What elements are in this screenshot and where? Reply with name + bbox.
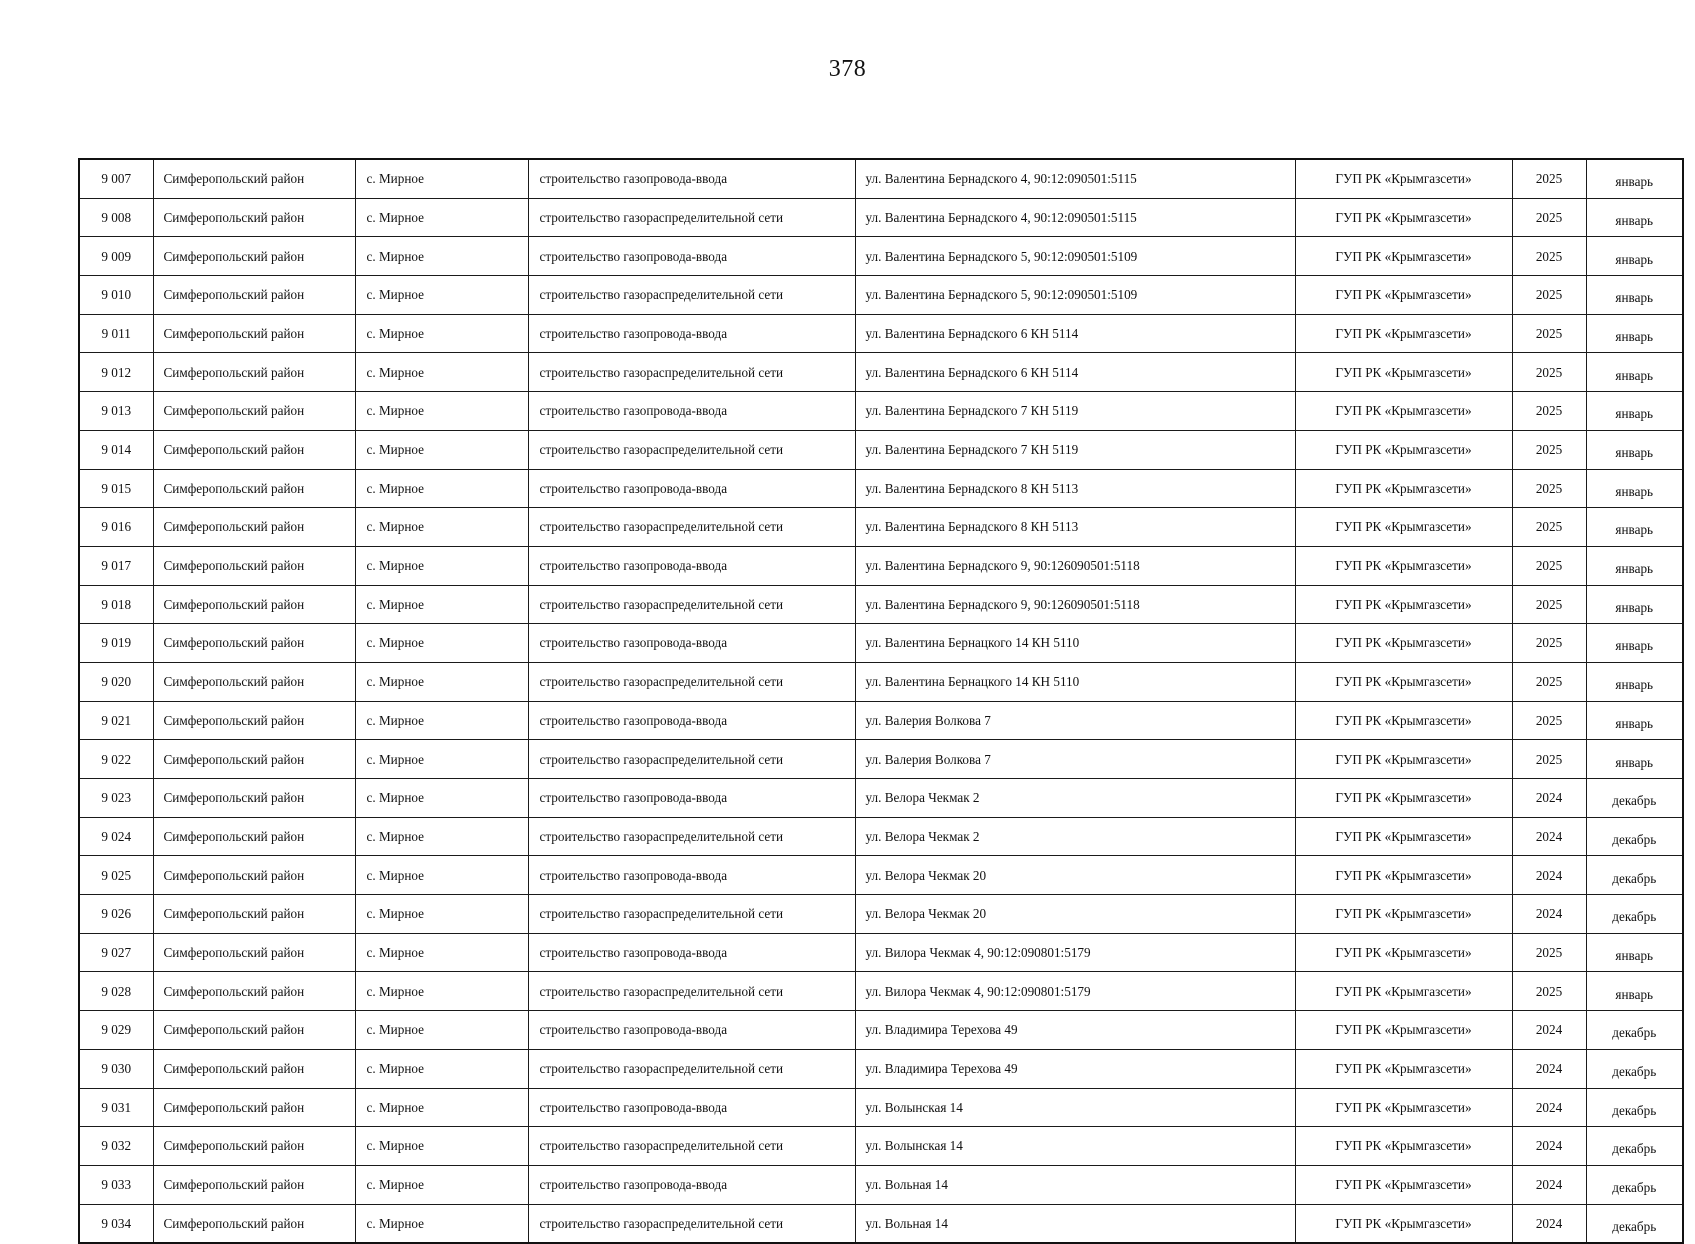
month-cell: декабрь xyxy=(1586,1204,1683,1243)
row-number-cell: 9 016 xyxy=(79,508,153,547)
work-type-cell: строительство газопровода-ввода xyxy=(528,1165,855,1204)
table-container xyxy=(78,158,1684,1244)
work-type-cell: строительство газораспределительной сети xyxy=(528,585,855,624)
row-number-cell: 9 032 xyxy=(79,1127,153,1166)
year-cell: 2025 xyxy=(1512,740,1586,779)
work-type-cell: строительство газопровода-ввода xyxy=(528,469,855,508)
year-cell: 2025 xyxy=(1512,430,1586,469)
table-row xyxy=(79,546,1683,585)
year-cell: 2024 xyxy=(1512,1204,1586,1243)
district-cell: Симферопольский район xyxy=(153,392,355,431)
district-cell: Симферопольский район xyxy=(153,856,355,895)
row-number-cell: 9 013 xyxy=(79,392,153,431)
row-number-cell: 9 020 xyxy=(79,662,153,701)
table-row xyxy=(79,662,1683,701)
locality-cell: с. Мирное xyxy=(355,1127,528,1166)
locality-cell: с. Мирное xyxy=(355,276,528,315)
locality-cell: с. Мирное xyxy=(355,895,528,934)
year-cell: 2024 xyxy=(1512,1165,1586,1204)
month-cell: декабрь xyxy=(1586,1127,1683,1166)
table-row xyxy=(79,817,1683,856)
district-cell: Симферопольский район xyxy=(153,353,355,392)
month-cell: декабрь xyxy=(1586,817,1683,856)
district-cell: Симферопольский район xyxy=(153,624,355,663)
address-cell: ул. Велора Чекмак 2 xyxy=(855,779,1295,818)
row-number-cell: 9 033 xyxy=(79,1165,153,1204)
work-type-cell: строительство газопровода-ввода xyxy=(528,392,855,431)
month-cell: январь xyxy=(1586,198,1683,237)
table-row xyxy=(79,1165,1683,1204)
work-type-cell: строительство газораспределительной сети xyxy=(528,353,855,392)
row-number-cell: 9 027 xyxy=(79,933,153,972)
work-type-cell: строительство газопровода-ввода xyxy=(528,933,855,972)
address-cell: ул. Вилора Чекмак 4, 90:12:090801:5179 xyxy=(855,972,1295,1011)
month-cell: январь xyxy=(1586,624,1683,663)
address-cell: ул. Валерия Волкова 7 xyxy=(855,740,1295,779)
row-number-cell: 9 008 xyxy=(79,198,153,237)
organization-cell: ГУП РК «Крымгазсети» xyxy=(1295,314,1512,353)
row-number-cell: 9 011 xyxy=(79,314,153,353)
organization-cell: ГУП РК «Крымгазсети» xyxy=(1295,237,1512,276)
address-cell: ул. Велора Чекмак 20 xyxy=(855,895,1295,934)
district-cell: Симферопольский район xyxy=(153,585,355,624)
row-number-cell: 9 019 xyxy=(79,624,153,663)
table-row xyxy=(79,933,1683,972)
address-cell: ул. Велора Чекмак 2 xyxy=(855,817,1295,856)
work-type-cell: строительство газопровода-ввода xyxy=(528,624,855,663)
month-cell: декабрь xyxy=(1586,856,1683,895)
organization-cell: ГУП РК «Крымгазсети» xyxy=(1295,740,1512,779)
month-cell: январь xyxy=(1586,740,1683,779)
district-cell: Симферопольский район xyxy=(153,1088,355,1127)
district-cell: Симферопольский район xyxy=(153,662,355,701)
locality-cell: с. Мирное xyxy=(355,856,528,895)
gasification-table xyxy=(78,158,1684,1244)
year-cell: 2025 xyxy=(1512,198,1586,237)
address-cell: ул. Валентина Бернадского 9, 90:126090501:5118 xyxy=(855,546,1295,585)
year-cell: 2025 xyxy=(1512,469,1586,508)
year-cell: 2025 xyxy=(1512,585,1586,624)
locality-cell: с. Мирное xyxy=(355,198,528,237)
table-row xyxy=(79,159,1683,198)
organization-cell: ГУП РК «Крымгазсети» xyxy=(1295,1011,1512,1050)
year-cell: 2024 xyxy=(1512,1127,1586,1166)
organization-cell: ГУП РК «Крымгазсети» xyxy=(1295,353,1512,392)
year-cell: 2024 xyxy=(1512,1088,1586,1127)
district-cell: Симферопольский район xyxy=(153,469,355,508)
organization-cell: ГУП РК «Крымгазсети» xyxy=(1295,817,1512,856)
district-cell: Симферопольский район xyxy=(153,198,355,237)
table-row xyxy=(79,353,1683,392)
locality-cell: с. Мирное xyxy=(355,624,528,663)
month-cell: январь xyxy=(1586,546,1683,585)
row-number-cell: 9 014 xyxy=(79,430,153,469)
work-type-cell: строительство газопровода-ввода xyxy=(528,1011,855,1050)
month-cell: январь xyxy=(1586,392,1683,431)
table-row xyxy=(79,585,1683,624)
address-cell: ул. Валентина Бернадского 5, 90:12:090501:5109 xyxy=(855,276,1295,315)
work-type-cell: строительство газораспределительной сети xyxy=(528,1127,855,1166)
district-cell: Симферопольский район xyxy=(153,817,355,856)
work-type-cell: строительство газопровода-ввода xyxy=(528,701,855,740)
table-row xyxy=(79,430,1683,469)
locality-cell: с. Мирное xyxy=(355,392,528,431)
district-cell: Симферопольский район xyxy=(153,972,355,1011)
organization-cell: ГУП РК «Крымгазсети» xyxy=(1295,1204,1512,1243)
table-row xyxy=(79,779,1683,818)
organization-cell: ГУП РК «Крымгазсети» xyxy=(1295,276,1512,315)
organization-cell: ГУП РК «Крымгазсети» xyxy=(1295,856,1512,895)
locality-cell: с. Мирное xyxy=(355,779,528,818)
district-cell: Симферопольский район xyxy=(153,1049,355,1088)
district-cell: Симферопольский район xyxy=(153,701,355,740)
address-cell: ул. Валентина Бернадского 6 КН 5114 xyxy=(855,353,1295,392)
organization-cell: ГУП РК «Крымгазсети» xyxy=(1295,933,1512,972)
row-number-cell: 9 026 xyxy=(79,895,153,934)
address-cell: ул. Валентина Бернадского 8 КН 5113 xyxy=(855,508,1295,547)
organization-cell: ГУП РК «Крымгазсети» xyxy=(1295,1088,1512,1127)
address-cell: ул. Вольная 14 xyxy=(855,1204,1295,1243)
organization-cell: ГУП РК «Крымгазсети» xyxy=(1295,430,1512,469)
row-number-cell: 9 028 xyxy=(79,972,153,1011)
year-cell: 2025 xyxy=(1512,546,1586,585)
locality-cell: с. Мирное xyxy=(355,237,528,276)
table-row xyxy=(79,198,1683,237)
month-cell: январь xyxy=(1586,585,1683,624)
row-number-cell: 9 018 xyxy=(79,585,153,624)
year-cell: 2024 xyxy=(1512,1049,1586,1088)
month-cell: январь xyxy=(1586,933,1683,972)
organization-cell: ГУП РК «Крымгазсети» xyxy=(1295,546,1512,585)
address-cell: ул. Вилора Чекмак 4, 90:12:090801:5179 xyxy=(855,933,1295,972)
address-cell: ул. Владимира Терехова 49 xyxy=(855,1011,1295,1050)
work-type-cell: строительство газораспределительной сети xyxy=(528,895,855,934)
organization-cell: ГУП РК «Крымгазсети» xyxy=(1295,972,1512,1011)
table-row xyxy=(79,1127,1683,1166)
locality-cell: с. Мирное xyxy=(355,933,528,972)
address-cell: ул. Валерия Волкова 7 xyxy=(855,701,1295,740)
work-type-cell: строительство газораспределительной сети xyxy=(528,1049,855,1088)
organization-cell: ГУП РК «Крымгазсети» xyxy=(1295,585,1512,624)
month-cell: январь xyxy=(1586,972,1683,1011)
address-cell: ул. Валентина Бернадского 8 КН 5113 xyxy=(855,469,1295,508)
work-type-cell: строительство газораспределительной сети xyxy=(528,430,855,469)
year-cell: 2024 xyxy=(1512,817,1586,856)
table-body xyxy=(79,159,1683,1243)
work-type-cell: строительство газопровода-ввода xyxy=(528,1088,855,1127)
year-cell: 2025 xyxy=(1512,392,1586,431)
work-type-cell: строительство газораспределительной сети xyxy=(528,276,855,315)
table-row xyxy=(79,856,1683,895)
month-cell: январь xyxy=(1586,353,1683,392)
locality-cell: с. Мирное xyxy=(355,1049,528,1088)
address-cell: ул. Валентина Бернацкого 14 КН 5110 xyxy=(855,624,1295,663)
address-cell: ул. Валентина Бернадского 7 КН 5119 xyxy=(855,430,1295,469)
work-type-cell: строительство газораспределительной сети xyxy=(528,972,855,1011)
year-cell: 2025 xyxy=(1512,237,1586,276)
table-row xyxy=(79,392,1683,431)
year-cell: 2024 xyxy=(1512,856,1586,895)
table-row xyxy=(79,1011,1683,1050)
locality-cell: с. Мирное xyxy=(355,972,528,1011)
row-number-cell: 9 022 xyxy=(79,740,153,779)
year-cell: 2025 xyxy=(1512,662,1586,701)
table-row xyxy=(79,624,1683,663)
table-row xyxy=(79,1088,1683,1127)
locality-cell: с. Мирное xyxy=(355,740,528,779)
work-type-cell: строительство газораспределительной сети xyxy=(528,817,855,856)
row-number-cell: 9 012 xyxy=(79,353,153,392)
month-cell: декабрь xyxy=(1586,1165,1683,1204)
district-cell: Симферопольский район xyxy=(153,314,355,353)
locality-cell: с. Мирное xyxy=(355,662,528,701)
address-cell: ул. Владимира Терехова 49 xyxy=(855,1049,1295,1088)
organization-cell: ГУП РК «Крымгазсети» xyxy=(1295,895,1512,934)
district-cell: Симферопольский район xyxy=(153,237,355,276)
address-cell: ул. Велора Чекмак 20 xyxy=(855,856,1295,895)
row-number-cell: 9 010 xyxy=(79,276,153,315)
organization-cell: ГУП РК «Крымгазсети» xyxy=(1295,662,1512,701)
month-cell: декабрь xyxy=(1586,1088,1683,1127)
locality-cell: с. Мирное xyxy=(355,159,528,198)
row-number-cell: 9 015 xyxy=(79,469,153,508)
year-cell: 2024 xyxy=(1512,895,1586,934)
locality-cell: с. Мирное xyxy=(355,1011,528,1050)
table-row xyxy=(79,508,1683,547)
month-cell: январь xyxy=(1586,237,1683,276)
work-type-cell: строительство газопровода-ввода xyxy=(528,237,855,276)
organization-cell: ГУП РК «Крымгазсети» xyxy=(1295,508,1512,547)
organization-cell: ГУП РК «Крымгазсети» xyxy=(1295,1165,1512,1204)
district-cell: Симферопольский район xyxy=(153,779,355,818)
row-number-cell: 9 021 xyxy=(79,701,153,740)
district-cell: Симферопольский район xyxy=(153,1011,355,1050)
year-cell: 2025 xyxy=(1512,159,1586,198)
district-cell: Симферопольский район xyxy=(153,159,355,198)
district-cell: Симферопольский район xyxy=(153,895,355,934)
month-cell: январь xyxy=(1586,159,1683,198)
address-cell: ул. Вольная 14 xyxy=(855,1165,1295,1204)
locality-cell: с. Мирное xyxy=(355,314,528,353)
row-number-cell: 9 009 xyxy=(79,237,153,276)
district-cell: Симферопольский район xyxy=(153,933,355,972)
row-number-cell: 9 023 xyxy=(79,779,153,818)
year-cell: 2025 xyxy=(1512,353,1586,392)
address-cell: ул. Валентина Бернадского 4, 90:12:090501:5115 xyxy=(855,159,1295,198)
month-cell: декабрь xyxy=(1586,1049,1683,1088)
work-type-cell: строительство газораспределительной сети xyxy=(528,508,855,547)
table-row xyxy=(79,276,1683,315)
address-cell: ул. Валентина Бернадского 5, 90:12:090501:5109 xyxy=(855,237,1295,276)
month-cell: январь xyxy=(1586,469,1683,508)
organization-cell: ГУП РК «Крымгазсети» xyxy=(1295,779,1512,818)
year-cell: 2024 xyxy=(1512,779,1586,818)
table-row xyxy=(79,314,1683,353)
month-cell: январь xyxy=(1586,662,1683,701)
locality-cell: с. Мирное xyxy=(355,508,528,547)
organization-cell: ГУП РК «Крымгазсети» xyxy=(1295,624,1512,663)
address-cell: ул. Валентина Бернадского 6 КН 5114 xyxy=(855,314,1295,353)
address-cell: ул. Валентина Бернацкого 14 КН 5110 xyxy=(855,662,1295,701)
locality-cell: с. Мирное xyxy=(355,817,528,856)
month-cell: январь xyxy=(1586,508,1683,547)
locality-cell: с. Мирное xyxy=(355,430,528,469)
year-cell: 2024 xyxy=(1512,1011,1586,1050)
locality-cell: с. Мирное xyxy=(355,353,528,392)
work-type-cell: строительство газопровода-ввода xyxy=(528,856,855,895)
table-row xyxy=(79,237,1683,276)
district-cell: Симферопольский район xyxy=(153,1127,355,1166)
work-type-cell: строительство газопровода-ввода xyxy=(528,546,855,585)
month-cell: январь xyxy=(1586,276,1683,315)
work-type-cell: строительство газораспределительной сети xyxy=(528,740,855,779)
locality-cell: с. Мирное xyxy=(355,1165,528,1204)
locality-cell: с. Мирное xyxy=(355,546,528,585)
organization-cell: ГУП РК «Крымгазсети» xyxy=(1295,1049,1512,1088)
table-row xyxy=(79,1204,1683,1243)
table-row xyxy=(79,740,1683,779)
work-type-cell: строительство газораспределительной сети xyxy=(528,198,855,237)
row-number-cell: 9 034 xyxy=(79,1204,153,1243)
district-cell: Симферопольский район xyxy=(153,430,355,469)
work-type-cell: строительство газопровода-ввода xyxy=(528,159,855,198)
month-cell: январь xyxy=(1586,430,1683,469)
address-cell: ул. Волынская 14 xyxy=(855,1127,1295,1166)
organization-cell: ГУП РК «Крымгазсети» xyxy=(1295,198,1512,237)
address-cell: ул. Валентина Бернадского 7 КН 5119 xyxy=(855,392,1295,431)
district-cell: Симферопольский район xyxy=(153,508,355,547)
work-type-cell: строительство газопровода-ввода xyxy=(528,779,855,818)
address-cell: ул. Волынская 14 xyxy=(855,1088,1295,1127)
month-cell: декабрь xyxy=(1586,779,1683,818)
address-cell: ул. Валентина Бернадского 9, 90:126090501:5118 xyxy=(855,585,1295,624)
row-number-cell: 9 007 xyxy=(79,159,153,198)
table-row xyxy=(79,895,1683,934)
year-cell: 2025 xyxy=(1512,314,1586,353)
district-cell: Симферопольский район xyxy=(153,1204,355,1243)
work-type-cell: строительство газораспределительной сети xyxy=(528,1204,855,1243)
row-number-cell: 9 030 xyxy=(79,1049,153,1088)
table-row xyxy=(79,972,1683,1011)
locality-cell: с. Мирное xyxy=(355,1088,528,1127)
row-number-cell: 9 029 xyxy=(79,1011,153,1050)
year-cell: 2025 xyxy=(1512,972,1586,1011)
month-cell: декабрь xyxy=(1586,895,1683,934)
page-number: 378 xyxy=(828,56,867,82)
year-cell: 2025 xyxy=(1512,701,1586,740)
table-row xyxy=(79,701,1683,740)
table-row xyxy=(79,1049,1683,1088)
year-cell: 2025 xyxy=(1512,276,1586,315)
work-type-cell: строительство газораспределительной сети xyxy=(528,662,855,701)
address-cell: ул. Валентина Бернадского 4, 90:12:090501:5115 xyxy=(855,198,1295,237)
organization-cell: ГУП РК «Крымгазсети» xyxy=(1295,1127,1512,1166)
year-cell: 2025 xyxy=(1512,508,1586,547)
district-cell: Симферопольский район xyxy=(153,1165,355,1204)
locality-cell: с. Мирное xyxy=(355,469,528,508)
row-number-cell: 9 024 xyxy=(79,817,153,856)
locality-cell: с. Мирное xyxy=(355,585,528,624)
locality-cell: с. Мирное xyxy=(355,1204,528,1243)
month-cell: январь xyxy=(1586,314,1683,353)
organization-cell: ГУП РК «Крымгазсети» xyxy=(1295,159,1512,198)
year-cell: 2025 xyxy=(1512,624,1586,663)
row-number-cell: 9 025 xyxy=(79,856,153,895)
locality-cell: с. Мирное xyxy=(355,701,528,740)
year-cell: 2025 xyxy=(1512,933,1586,972)
month-cell: декабрь xyxy=(1586,1011,1683,1050)
row-number-cell: 9 031 xyxy=(79,1088,153,1127)
table-row xyxy=(79,469,1683,508)
organization-cell: ГУП РК «Крымгазсети» xyxy=(1295,701,1512,740)
row-number-cell: 9 017 xyxy=(79,546,153,585)
month-cell: январь xyxy=(1586,701,1683,740)
district-cell: Симферопольский район xyxy=(153,740,355,779)
district-cell: Симферопольский район xyxy=(153,276,355,315)
organization-cell: ГУП РК «Крымгазсети» xyxy=(1295,392,1512,431)
organization-cell: ГУП РК «Крымгазсети» xyxy=(1295,469,1512,508)
work-type-cell: строительство газопровода-ввода xyxy=(528,314,855,353)
district-cell: Симферопольский район xyxy=(153,546,355,585)
